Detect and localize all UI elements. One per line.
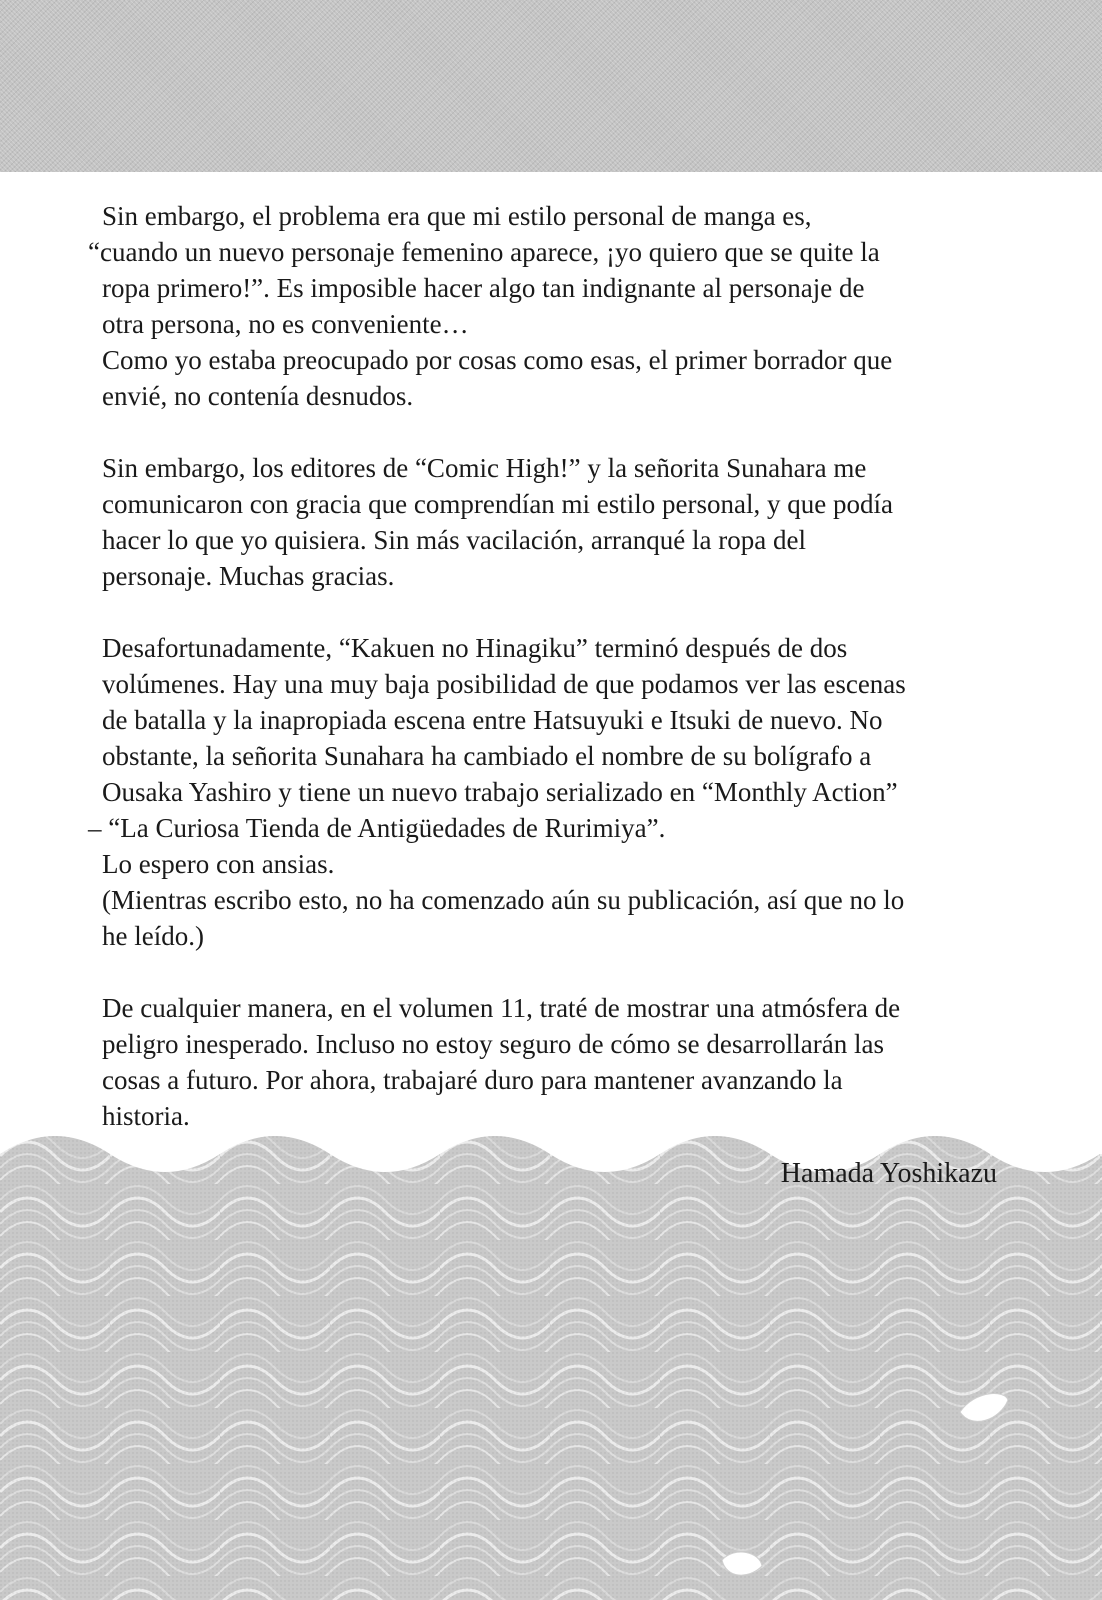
- text-line: Lo espero con ansias.: [102, 849, 335, 879]
- text-line: personaje. Muchas gracias.: [102, 561, 395, 591]
- afterword-text: [88, 198, 1002, 1134]
- wave-pattern-band: [0, 1128, 1102, 1600]
- paragraph: [102, 450, 1002, 594]
- text-line: Desafortunadamente, “Kakuen no Hinagiku” terminó después de dos: [102, 633, 848, 663]
- text-line: ropa primero!”. Es imposible hacer algo tan indignante al personaje de: [102, 273, 865, 303]
- wave-pattern-svg: [0, 1128, 1102, 1600]
- text-line: envié, no contenía desnudos.: [102, 381, 414, 411]
- author-signature: Hamada Yoshikazu: [780, 1158, 997, 1189]
- text-line: – “La Curiosa Tienda de Antigüedades de Rurimiya”.: [88, 813, 666, 843]
- text-line: otra persona, no es conveniente…: [102, 309, 469, 339]
- text-line: he leído.): [102, 921, 204, 951]
- paragraph: [102, 990, 1002, 1134]
- text-line: obstante, la señorita Sunahara ha cambiado el nombre de su bolígrafo a: [102, 741, 872, 771]
- paragraph: [88, 630, 1002, 954]
- text-line: cosas a futuro. Por ahora, trabajaré duro para mantener avanzando la: [102, 1065, 843, 1095]
- text-line: (Mientras escribo esto, no ha comenzado aún su publicación, así que no lo: [102, 885, 905, 915]
- text-line: Sin embargo, los editores de “Comic High!” y la señorita Sunahara me: [102, 453, 867, 483]
- text-line: Como yo estaba preocupado por cosas como esas, el primer borrador que: [102, 345, 893, 375]
- text-line: De cualquier manera, en el volumen 11, traté de mostrar una atmósfera de: [102, 993, 901, 1023]
- text-line: hacer lo que yo quisiera. Sin más vacilación, arranqué la ropa del: [102, 525, 806, 555]
- text-line: “cuando un nuevo personaje femenino aparece, ¡yo quiero que se quite la: [88, 237, 880, 267]
- text-line: Ousaka Yashiro y tiene un nuevo trabajo serializado en “Monthly Action”: [102, 777, 898, 807]
- text-line: peligro inesperado. Incluso no estoy seguro de cómo se desarrollarán las: [102, 1029, 885, 1059]
- text-line: comunicaron con gracia que comprendían mi estilo personal, y que podía: [102, 489, 893, 519]
- text-line: de batalla y la inapropiada escena entre Hatsuyuki e Itsuki de nuevo. No: [102, 705, 883, 735]
- text-line: Sin embargo, el problema era que mi estilo personal de manga es,: [102, 201, 812, 231]
- text-line: volúmenes. Hay una muy baja posibilidad de que podamos ver las escenas: [102, 669, 906, 699]
- top-screentone-band: [0, 0, 1102, 172]
- paragraph: [88, 198, 1002, 414]
- text-line: historia.: [102, 1101, 190, 1131]
